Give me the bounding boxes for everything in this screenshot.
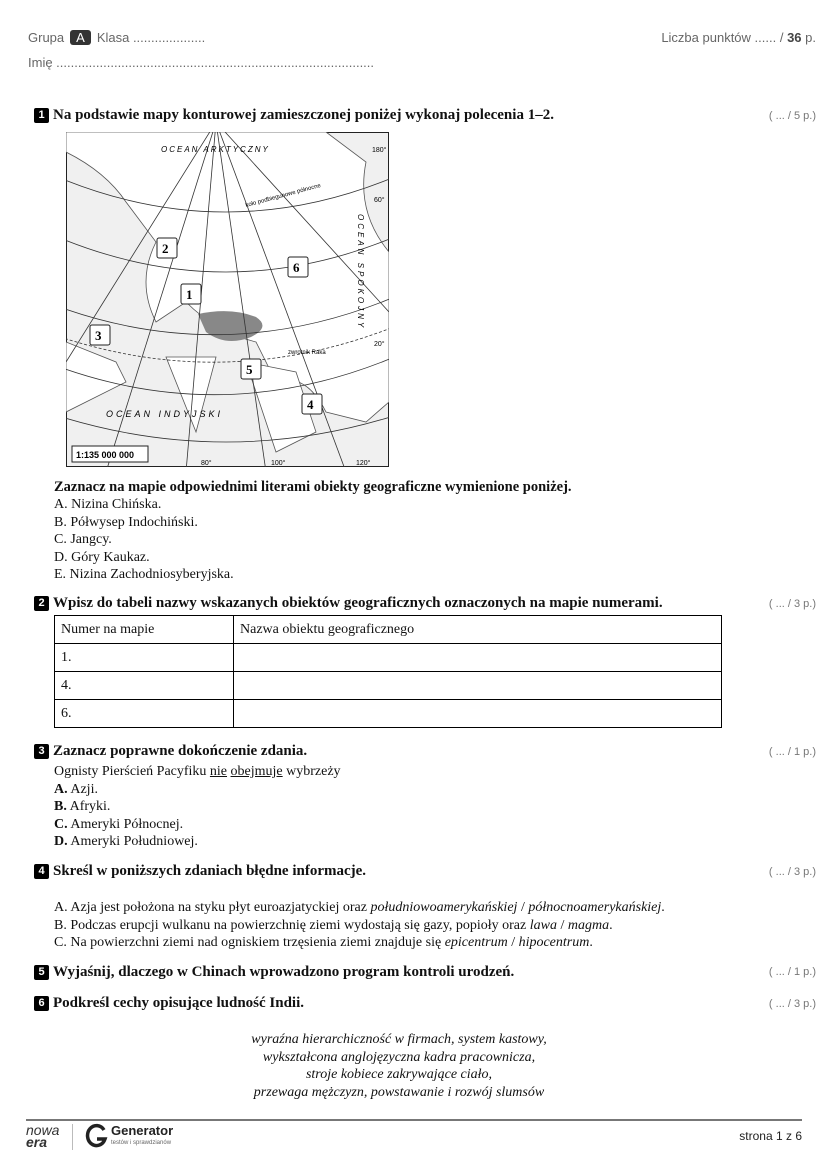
period: . [589,935,593,950]
answer-cell[interactable] [234,644,722,672]
option-text: Ameryki Północnej. [70,816,184,832]
period: . [609,917,613,933]
question-text: Zaznacz poprawne dokończenie zdania. [53,743,308,759]
feature-line[interactable]: stroje kobiece zakrywające ciało, [305,1067,493,1082]
question-6-features [0,1031,798,1101]
question-number: 6 [34,996,49,1011]
points-total [661,30,816,45]
column-header: Nazwa obiektu geograficznego [234,616,722,644]
list-item: D. Góry Kaukaz. [54,549,150,565]
map-marker: 3 [95,328,102,343]
logo-text: Generator [111,1123,174,1138]
question-text: Wpisz do tabeli nazwy wskazanych obiektów geograficznych oznaczonych na mapie numerami. [53,595,663,611]
footer-divider [26,1119,802,1121]
option-a[interactable] [54,781,341,799]
class-field: Klasa .................... [96,30,206,45]
map-label-arctic-circle: koło podbiegunowe północne [244,183,322,209]
question-1-title [34,107,554,124]
group-badge: A [70,30,91,45]
stem-text: Ognisty Pierścień Pacyfiku [54,764,207,779]
sentence-text: A. Azja jest położona na styku płyt euroazjatyckiej oraz [54,900,371,915]
feature-line[interactable]: wykształcona anglojęzyczna kadra pracownicza, [262,1049,536,1065]
sentence-text: C. Na powierzchni ziemi nad ogniskiem trzęsienia ziemi znajduje się [54,935,445,950]
column-header: Numer na mapie [55,616,234,644]
separator: / [556,917,568,933]
list-item: C. Jangcy. [54,532,112,547]
answer-cell[interactable] [234,700,722,728]
choice[interactable]: północnoamerykańskiej [528,900,662,915]
map-marker: 1 [186,287,193,302]
question-1-items [54,496,234,584]
question-4-points: ( ... / 3 p.) [768,866,816,878]
question-2-title [34,595,663,612]
map-deg: 180° [372,147,387,154]
map-scale: 1:135 000 000 [76,450,135,460]
question-4-title [34,863,366,880]
feature-line[interactable]: przewaga mężczyzn, powstawanie i rozwój slumsów [253,1084,545,1100]
map-label-pacific-ocean: OCEAN SPOKOJNY [356,214,365,331]
map-label-arctic-ocean: OCEAN ARKTYCZNY [161,145,270,154]
choice[interactable]: lawa [529,917,557,933]
separator: / [517,900,529,915]
question-4-sentences [54,899,665,952]
map-deg: 60° [374,197,385,204]
group-label: Grupa [28,30,65,45]
logo-separator [72,1124,73,1150]
question-3-body [54,763,341,851]
question-3-title [34,743,307,760]
question-number: 4 [34,864,49,879]
map-deg: 20° [374,341,385,348]
generator-g-icon [84,1123,108,1149]
question-1-points: ( ... / 5 p.) [768,110,816,122]
option-b[interactable] [54,798,341,816]
choice[interactable]: magma [567,917,610,933]
row-number: 4. [55,672,234,700]
table-row [55,672,722,700]
option-text: Azji. [70,781,98,797]
map-deg: 80° [201,460,212,467]
map-label-indian-ocean: OCEAN INDYJSKI [106,409,224,419]
logo-text: era [26,1134,48,1150]
separator: / [507,935,519,950]
logo-subtext: testów i sprawdzianów [111,1140,172,1146]
points-label: Liczba punktów ...... / [661,30,784,45]
map-deg: 100° [271,460,286,467]
option-letter: D. [54,834,68,849]
group-field [28,30,205,45]
question-2-points: ( ... / 3 p.) [768,598,816,610]
option-letter: C. [54,816,68,832]
option-c[interactable] [54,816,341,834]
row-number: 1. [55,644,234,672]
choice[interactable]: epicentrum [444,935,508,950]
row-number: 6. [55,700,234,728]
contour-map-asia [66,132,389,467]
choice[interactable]: hipocentrum [518,935,590,950]
list-item: E. Nizina Zachodniosyberyjska. [54,567,234,582]
question-text: Skreśl w poniższych zdaniach błędne informacje. [53,863,367,879]
option-letter: B. [54,799,67,814]
points-suffix: p. [805,30,816,45]
question-number: 3 [34,744,49,759]
map-deg: 120° [356,460,371,467]
map-marker: 5 [246,362,253,377]
option-text: Afryki. [69,799,111,814]
question-3-points: ( ... / 1 p.) [768,746,816,758]
stem-underlined: nie [209,764,228,779]
question-3-stem [54,763,341,781]
sentence [54,917,665,935]
map-marker: 6 [293,260,300,275]
nowa-era-logo [26,1124,59,1148]
question-6-points: ( ... / 3 p.) [768,998,816,1010]
list-item: B. Półwysep Indochiński. [54,514,198,530]
name-field: Imię ........................................................................................ [28,55,375,70]
choice[interactable]: południowoamerykańskiej [370,900,518,915]
period: . [661,900,665,915]
logo-text: nowa [26,1122,60,1138]
question-5-title [34,964,514,981]
stem-underlined: obejmuje [230,764,283,779]
feature-line[interactable]: wyraźna hierarchiczność w firmach, system kastowy, [251,1032,547,1047]
question-1-instruction: Zaznacz na mapie odpowiednimi literami obiekty geograficzne wymienione poniżej. [54,479,572,495]
sentence [54,934,665,952]
question-number: 2 [34,596,49,611]
stem-text: wybrzeży [286,764,341,779]
table-row [55,700,722,728]
sentence [54,899,665,917]
question-6-title [34,995,304,1012]
points-total-value: 36 [787,30,802,45]
generator-wordmark [111,1125,173,1149]
question-5-points: ( ... / 1 p.) [768,966,816,978]
answer-cell[interactable] [234,672,722,700]
table-header-row [55,616,722,644]
question-text: Wyjaśnij, dlaczego w Chinach wprowadzono program kontroli urodzeń. [53,964,515,980]
question-number: 1 [34,108,49,123]
question-text: Podkreśl cechy opisujące ludność Indii. [53,995,305,1011]
option-letter: A. [54,781,68,797]
map-marker: 2 [162,241,169,256]
map-label-tropic: zwrotnik Raka [288,350,326,356]
answer-table [54,615,722,728]
question-text: Na podstawie mapy konturowej zamieszczonej poniżej wykonaj polecenia 1–2. [53,107,554,123]
list-item: A. Nizina Chińska. [54,497,162,512]
map-marker: 4 [307,397,314,412]
option-d[interactable] [54,833,341,851]
question-number: 5 [34,965,49,980]
page-number: strona 1 z 6 [739,1129,802,1143]
table-row [55,644,722,672]
option-text: Ameryki Południowej. [70,834,198,849]
sentence-text: B. Podczas erupcji wulkanu na powierzchnię ziemi wydostają się gazy, popioły oraz [54,917,530,933]
